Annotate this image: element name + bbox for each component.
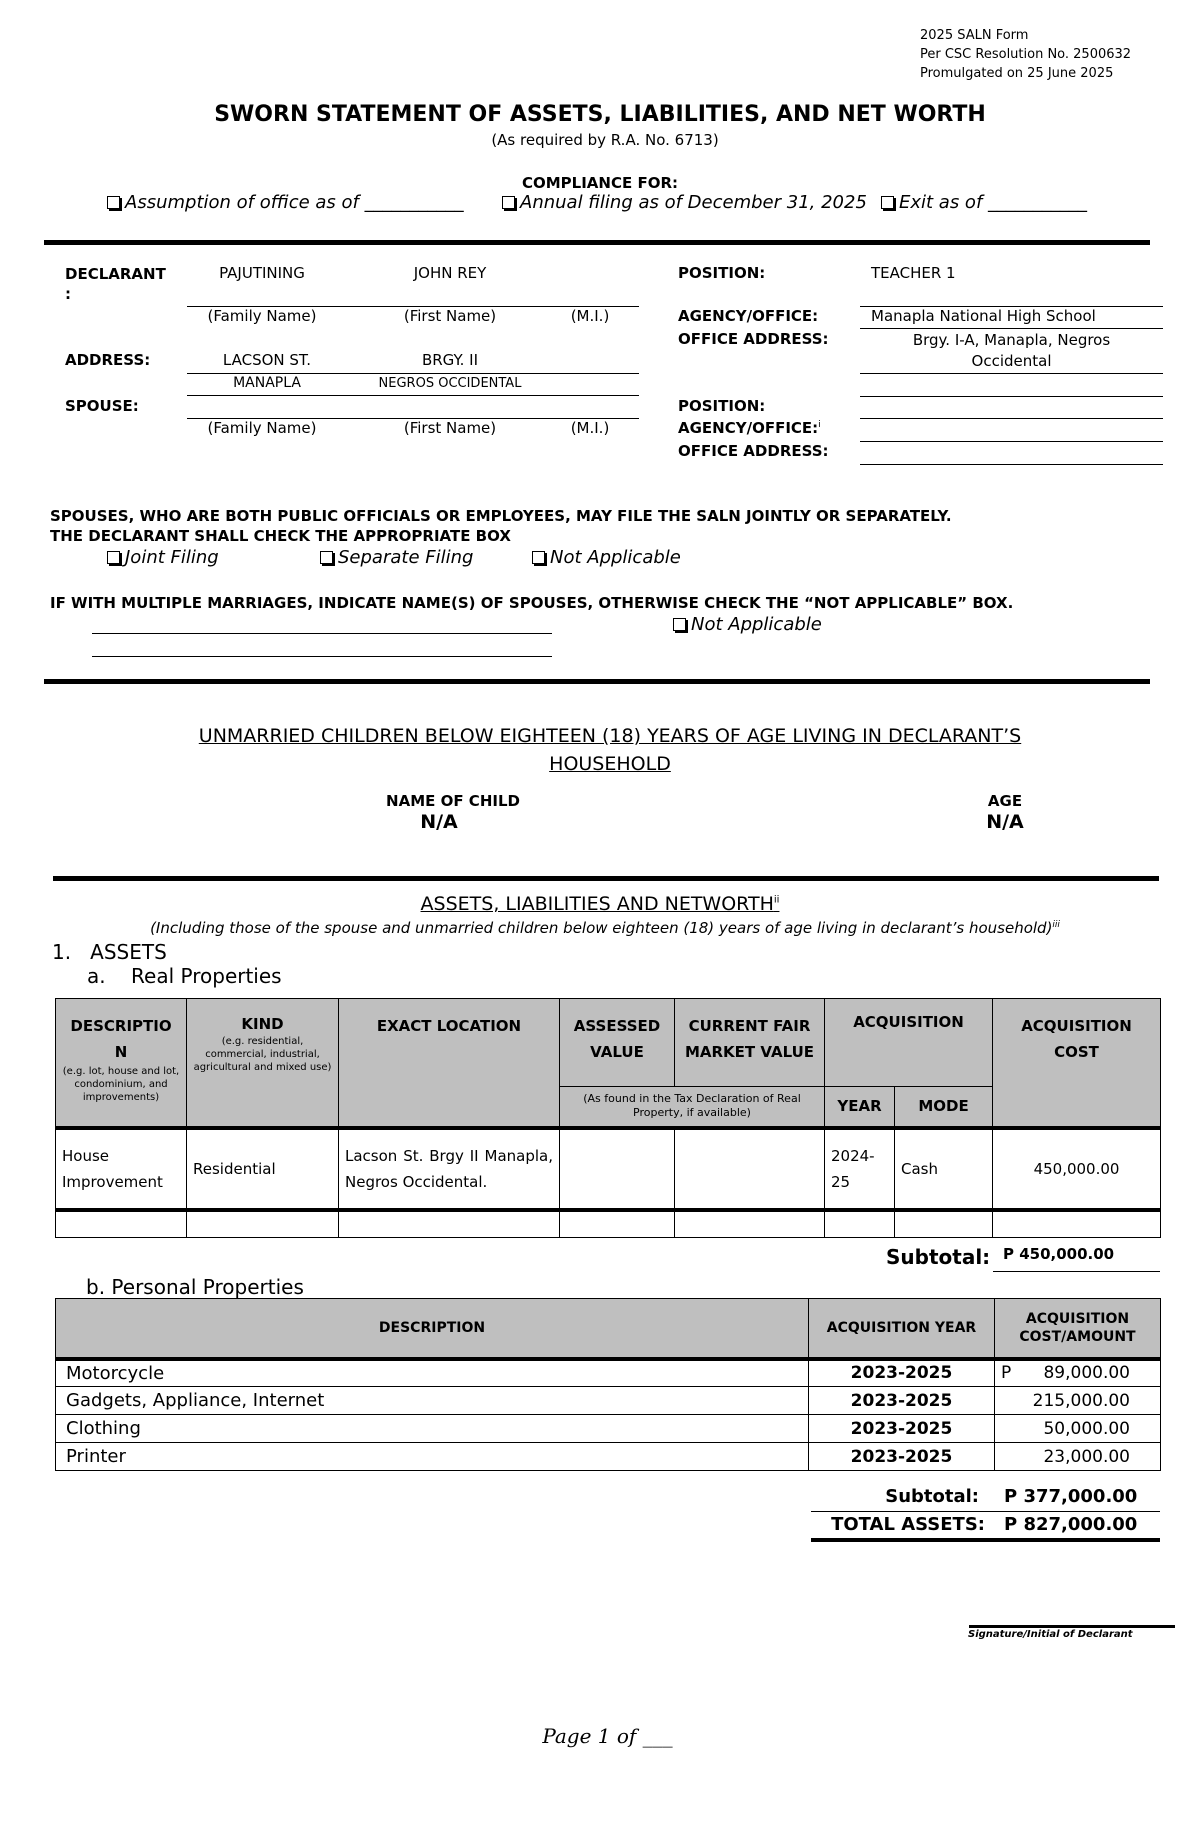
location-header: EXACT LOCATION [339,999,560,1128]
marriages-not-applicable-label: Not Applicable [691,614,822,635]
personal-cost-cell: 23,000.00 [995,1443,1161,1471]
personal-properties-label: b. Personal Properties [86,1275,304,1299]
kind-header-text: KIND [241,1015,284,1033]
real-properties-label: a. Real Properties [87,964,282,988]
form-info-line: Promulgated on 25 June 2025 [920,66,1114,81]
checkbox-icon [107,196,120,209]
real-mode-cell[interactable] [895,1210,993,1238]
child-age-value: N/A [986,811,1024,833]
table-row [56,1387,1161,1415]
checkbox-icon [673,618,686,631]
address-town: MANAPLA [233,375,301,391]
divider [53,876,1159,881]
assumption-label: Assumption of office as of ___________ [125,192,464,213]
real-market-cell [675,1128,825,1210]
compliance-heading: COMPLIANCE FOR: [521,174,678,192]
kind-header [187,999,339,1128]
child-age-header: AGE [987,792,1023,810]
description-header-note: (e.g. lot, house and lot, condominium, and improvements) [62,1066,180,1103]
joint-filing-line2: THE DECLARANT SHALL CHECK THE APPROPRIATE BOX [50,527,511,545]
page-number: Page 1 of ___ [542,1724,673,1748]
children-heading-line1: UNMARRIED CHILDREN BELOW EIGHTEEN (18) YEARS OF AGE LIVING IN DECLARANT’S [198,725,1022,747]
not-applicable-checkbox[interactable] [532,547,681,568]
checkbox-icon [320,551,333,564]
description-header [56,999,187,1128]
real-cost-cell: 450,000.00 [993,1128,1161,1210]
table-row [56,1359,1161,1387]
declarant-family-name: PAJUTINING [219,264,305,282]
personal-description-cell: Clothing [56,1415,809,1443]
subtotal-line [811,1511,1160,1512]
real-year-cell: 2024-25 [825,1128,895,1210]
first-name-caption: (First Name) [403,307,497,325]
office-address-label: OFFICE ADDRESS: [678,330,829,348]
spouse-agency-label-text: AGENCY/OFFICE: [678,419,819,437]
personal-year-cell: 2023-2025 [809,1387,995,1415]
footnote-marker: i [818,420,821,430]
blank-line [860,396,1163,397]
mode-header: MODE [895,1087,993,1128]
assumption-checkbox[interactable] [107,192,464,213]
office-address-line1: Brgy. I-A, Manapla, Negros [912,331,1111,349]
table-row [56,1210,1161,1238]
joint-filing-label: Joint Filing [125,547,219,568]
annual-filing-checkbox[interactable] [502,192,867,213]
table-row [56,1128,1161,1210]
assessed-value-header: ASSESSED VALUE [560,999,675,1087]
annual-filing-label: Annual filing as of December 31, 2025 [520,192,867,213]
real-subtotal-value: P 450,000.00 [1003,1245,1115,1263]
signature-caption: Signature/Initial of Declarant [968,1629,1133,1640]
address-line [187,395,639,396]
table-header-row [56,1299,1161,1359]
multiple-marriages-instruction: IF WITH MULTIPLE MARRIAGES, INDICATE NAME(S) OF SPOUSES, OTHERWISE CHECK THE “NOT APPLICABLE” BOX. [50,594,1014,612]
spouse-mi-caption: (M.I.) [570,419,610,437]
address-line [187,373,639,374]
personal-description-header: DESCRIPTION [56,1299,809,1359]
agency-label: AGENCY/OFFICE: [678,307,819,325]
declarant-colon: : [65,285,71,303]
real-assessed-cell[interactable] [560,1210,675,1238]
personal-properties-table [55,1298,1161,1471]
currency-symbol: P [1001,1363,1012,1384]
declarant-label [65,264,166,304]
page-title: SWORN STATEMENT OF ASSETS, LIABILITIES, AND NET WORTH [214,102,986,127]
footnote-marker: iii [1052,920,1060,930]
exit-label: Exit as of ___________ [899,192,1088,213]
real-market-cell[interactable] [675,1210,825,1238]
total-assets-label: TOTAL ASSETS: [831,1514,985,1535]
real-mode-cell: Cash [895,1128,993,1210]
market-value-header: CURRENT FAIR MARKET VALUE [675,999,825,1087]
spouse-label: SPOUSE: [65,397,139,415]
personal-year-cell: 2023-2025 [809,1415,995,1443]
spouse-office-address-label: OFFICE ADDRESS: [678,442,829,460]
personal-year-cell: 2023-2025 [809,1359,995,1387]
personal-description-cell: Printer [56,1443,809,1471]
office-address-value [860,330,1163,372]
assets-note-text: (Including those of the spouse and unmarried children below eighteen (18) years of age living in declarant’s household) [150,919,1053,937]
table-row [56,1443,1161,1471]
assets-heading-text: ASSETS, LIABILITIES AND NETWORTH [420,893,774,915]
assets-note [0,919,1200,937]
checkbox-icon [502,196,515,209]
separate-filing-checkbox[interactable] [320,547,473,568]
checkbox-icon [532,551,545,564]
position-label: POSITION: [678,264,766,282]
separate-filing-label: Separate Filing [338,547,474,568]
table-row [56,1415,1161,1443]
real-properties-table [55,998,1161,1238]
spouse-name-entry-line[interactable] [92,656,552,657]
personal-description-cell: Motorcycle [56,1359,809,1387]
office-address-line2: Occidental [971,352,1052,370]
spouse-name-entry-line[interactable] [92,633,552,634]
table-header-row [56,999,1161,1087]
mi-caption: (M.I.) [570,307,610,325]
office-address-line [860,373,1163,374]
spouse-agency-line [860,441,1163,442]
child-name-header: NAME OF CHILD [386,792,520,810]
personal-subtotal-label: Subtotal: [885,1486,979,1507]
acquisition-cost-header: ACQUISITION COST [993,999,1161,1128]
spouse-office-line [860,464,1163,465]
agency-line [860,328,1163,329]
form-info-line: Per CSC Resolution No. 2500632 [920,47,1132,62]
acquisition-header: ACQUISITION [825,999,993,1087]
declarant-label-text: DECLARANT [65,265,166,283]
joint-filing-instructions [50,506,952,546]
personal-description-cell: Gadgets, Appliance, Internet [56,1387,809,1415]
child-name-value: N/A [420,811,458,833]
joint-filing-line1: SPOUSES, WHO ARE BOTH PUBLIC OFFICIALS OR EMPLOYEES, MAY FILE THE SALN JOINTLY OR SEPARATELY. [50,507,952,525]
not-applicable-label: Not Applicable [550,547,681,568]
real-description-cell[interactable] [56,1210,187,1238]
family-name-caption: (Family Name) [207,307,317,325]
children-heading-line2: HOUSEHOLD [549,753,671,775]
declarant-first-name: JOHN REY [413,264,487,282]
agency-value: Manapla National High School [871,307,1096,325]
personal-cost-value: 89,000.00 [1043,1363,1130,1384]
total-line [811,1538,1160,1542]
real-cost-cell[interactable] [993,1210,1161,1238]
real-location-cell: Lacson St. Brgy II Manapla, Negros Occidental. [339,1128,560,1210]
real-year-cell[interactable] [825,1210,895,1238]
spouse-position-line [860,418,1163,419]
divider [44,240,1150,245]
form-info-line: 2025 SALN Form [920,28,1029,43]
page-subtitle: (As required by R.A. No. 6713) [491,131,719,149]
address-barangay: BRGY. II [421,351,479,369]
personal-year-cell: 2023-2025 [809,1443,995,1471]
address-province: NEGROS OCCIDENTAL [378,376,522,391]
joint-filing-checkbox[interactable] [107,547,219,568]
spouse-family-caption: (Family Name) [207,419,317,437]
real-kind-cell: Residential [187,1128,339,1210]
personal-cost-cell: 215,000.00 [995,1387,1161,1415]
form-info [920,26,1131,83]
real-subtotal-label: Subtotal: [886,1245,991,1269]
assets-label: 1. ASSETS [52,940,167,964]
personal-year-header: ACQUISITION YEAR [809,1299,995,1359]
kind-header-note: (e.g. residential, commercial, industrial, agricultural and mixed use) [193,1036,332,1073]
divider [44,679,1150,684]
personal-subtotal-value: P 377,000.00 [1004,1486,1138,1507]
checkbox-icon [107,551,120,564]
spouse-position-label: POSITION: [678,397,766,415]
personal-cost-cell: 50,000.00 [995,1415,1161,1443]
year-header: YEAR [825,1087,895,1128]
description-header-text: DESCRIPTIO N [70,1017,172,1061]
real-description-cell: House Improvement [56,1128,187,1210]
address-label: ADDRESS: [65,351,151,369]
exit-checkbox[interactable] [881,192,1087,213]
personal-cost-cell [995,1359,1161,1387]
real-kind-cell[interactable] [187,1210,339,1238]
subtotal-line [993,1271,1160,1272]
checkbox-icon [881,196,894,209]
position-value: TEACHER 1 [871,264,956,282]
spouse-agency-label [678,419,821,437]
address-street: LACSON ST. [222,351,312,369]
signature-line[interactable] [969,1625,1175,1628]
marriages-not-applicable-checkbox[interactable] [673,614,822,635]
total-assets-value: P 827,000.00 [1004,1514,1138,1535]
assets-heading [0,893,1200,915]
spouse-first-caption: (First Name) [403,419,497,437]
personal-cost-header: ACQUISITION COST/AMOUNT [995,1299,1161,1359]
footnote-marker: ii [773,894,780,906]
children-heading [100,722,1120,778]
value-note: (As found in the Tax Declaration of Real Property, if available) [560,1087,825,1128]
real-assessed-cell [560,1128,675,1210]
real-location-cell[interactable] [339,1210,560,1238]
